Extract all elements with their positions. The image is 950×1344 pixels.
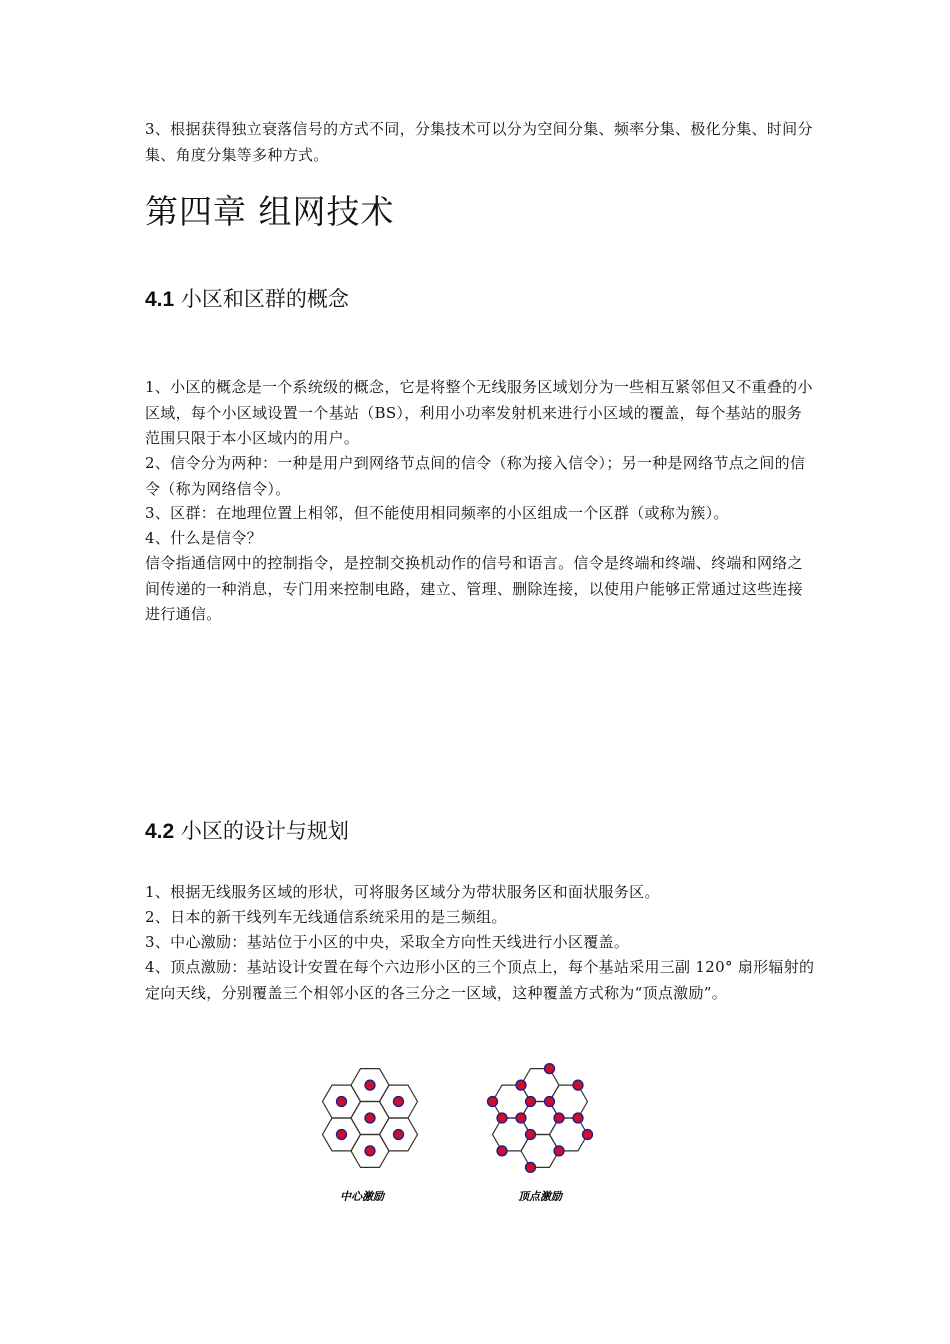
section-4-1-item-2: 2、信令分为两种：一种是用户到网络节点间的信令（称为接入信令）；另一种是网络节点之间的信令（称为网络信令）。: [145, 454, 806, 498]
base-station-dot: [497, 1146, 507, 1156]
base-station-dot: [337, 1097, 347, 1107]
base-station-dot: [554, 1113, 564, 1123]
base-station-dot: [545, 1097, 555, 1107]
section-4-1-item-5: 信令指通信网中的控制指令，是控制交换机动作的信号和语言。信令是终端和终端、终端和网络之间传递的一种消息，专门用来控制电路，建立、管理、删除连接，以使用户能够正常通过这些连接进行通信。: [145, 554, 803, 623]
caption-center-excitation: 中心激励: [340, 1190, 384, 1203]
base-station-dot: [573, 1080, 583, 1090]
center-excitation-hex-cluster: [323, 1069, 418, 1168]
base-station-dot: [394, 1097, 404, 1107]
section-4-1-heading: [145, 283, 349, 313]
section-4-2-item-4: 4、顶点激励：基站设计安置在每个六边形小区的三个顶点上，每个基站采用三副 120° 扇形辐射的定向天线，分别覆盖三个相邻小区的各三分之一区域，这种覆盖方式称为“顶点激励”。: [145, 958, 815, 1002]
hex-cell: [550, 1085, 588, 1118]
section-4-2-heading: [145, 815, 349, 845]
base-station-dot: [394, 1130, 404, 1140]
hex-cell: [521, 1135, 559, 1168]
hex-cell: [493, 1118, 531, 1151]
base-station-dot: [365, 1080, 375, 1090]
base-station-dot: [526, 1130, 536, 1140]
base-station-dot: [573, 1113, 583, 1123]
hex-cell: [521, 1102, 559, 1135]
intro-paragraph-3: 3、根据获得独立衰落信号的方式不同，分集技术可以分为空间分集、频率分集、极化分集、时间分集、角度分集等多种方式。: [145, 120, 813, 164]
hex-cell: [521, 1069, 559, 1102]
section-4-2-item-1: 1、根据无线服务区域的形状，可将服务区域分为带状服务区和面状服务区。: [145, 883, 660, 901]
base-station-dot: [526, 1097, 536, 1107]
section-4-1-item-1: 1、小区的概念是一个系统级的概念，它是将整个无线服务区域划分为一些相互紧邻但又不重叠的小区域，每个小区域设置一个基站（BS），利用小功率发射机来进行小区域的覆盖，每个基站的服务范围只限于本小区域内的用户。: [145, 378, 813, 447]
base-station-dot: [516, 1113, 526, 1123]
section-4-1-title: 小区和区群的概念: [180, 287, 349, 311]
base-station-dot: [545, 1064, 555, 1074]
base-station-dot: [516, 1080, 526, 1090]
caption-vertex-excitation: 顶点激励: [518, 1190, 562, 1203]
hex-cell: [493, 1085, 531, 1118]
chapter-title: 第四章 组网技术: [145, 192, 395, 231]
section-4-1-item-3: 3、区群：在地理位置上相邻，但不能使用相同频率的小区组成一个区群（或称为簇）。: [145, 504, 729, 522]
base-station-dot: [554, 1146, 564, 1156]
hex-cell: [550, 1118, 588, 1151]
base-station-dot: [488, 1097, 498, 1107]
section-4-2-number: 4.2: [145, 820, 175, 843]
base-station-dot: [365, 1146, 375, 1156]
section-4-2-item-3: 3、中心激励：基站位于小区的中央，采取全方向性天线进行小区覆盖。: [145, 933, 630, 951]
section-4-2-title: 小区的设计与规划: [180, 819, 349, 843]
base-station-dot: [497, 1113, 507, 1123]
section-4-1-item-4: 4、什么是信令？: [145, 529, 262, 547]
section-4-2-item-2: 2、日本的新干线列车无线通信系统采用的是三频组。: [145, 908, 507, 926]
base-station-dot: [526, 1162, 536, 1172]
base-station-dot: [337, 1130, 347, 1140]
vertex-excitation-hex-cluster: [488, 1064, 593, 1173]
section-4-1-number: 4.1: [145, 288, 175, 311]
base-station-dot: [583, 1130, 593, 1140]
excitation-diagram: [300, 1050, 620, 1210]
base-station-dot: [365, 1113, 375, 1123]
